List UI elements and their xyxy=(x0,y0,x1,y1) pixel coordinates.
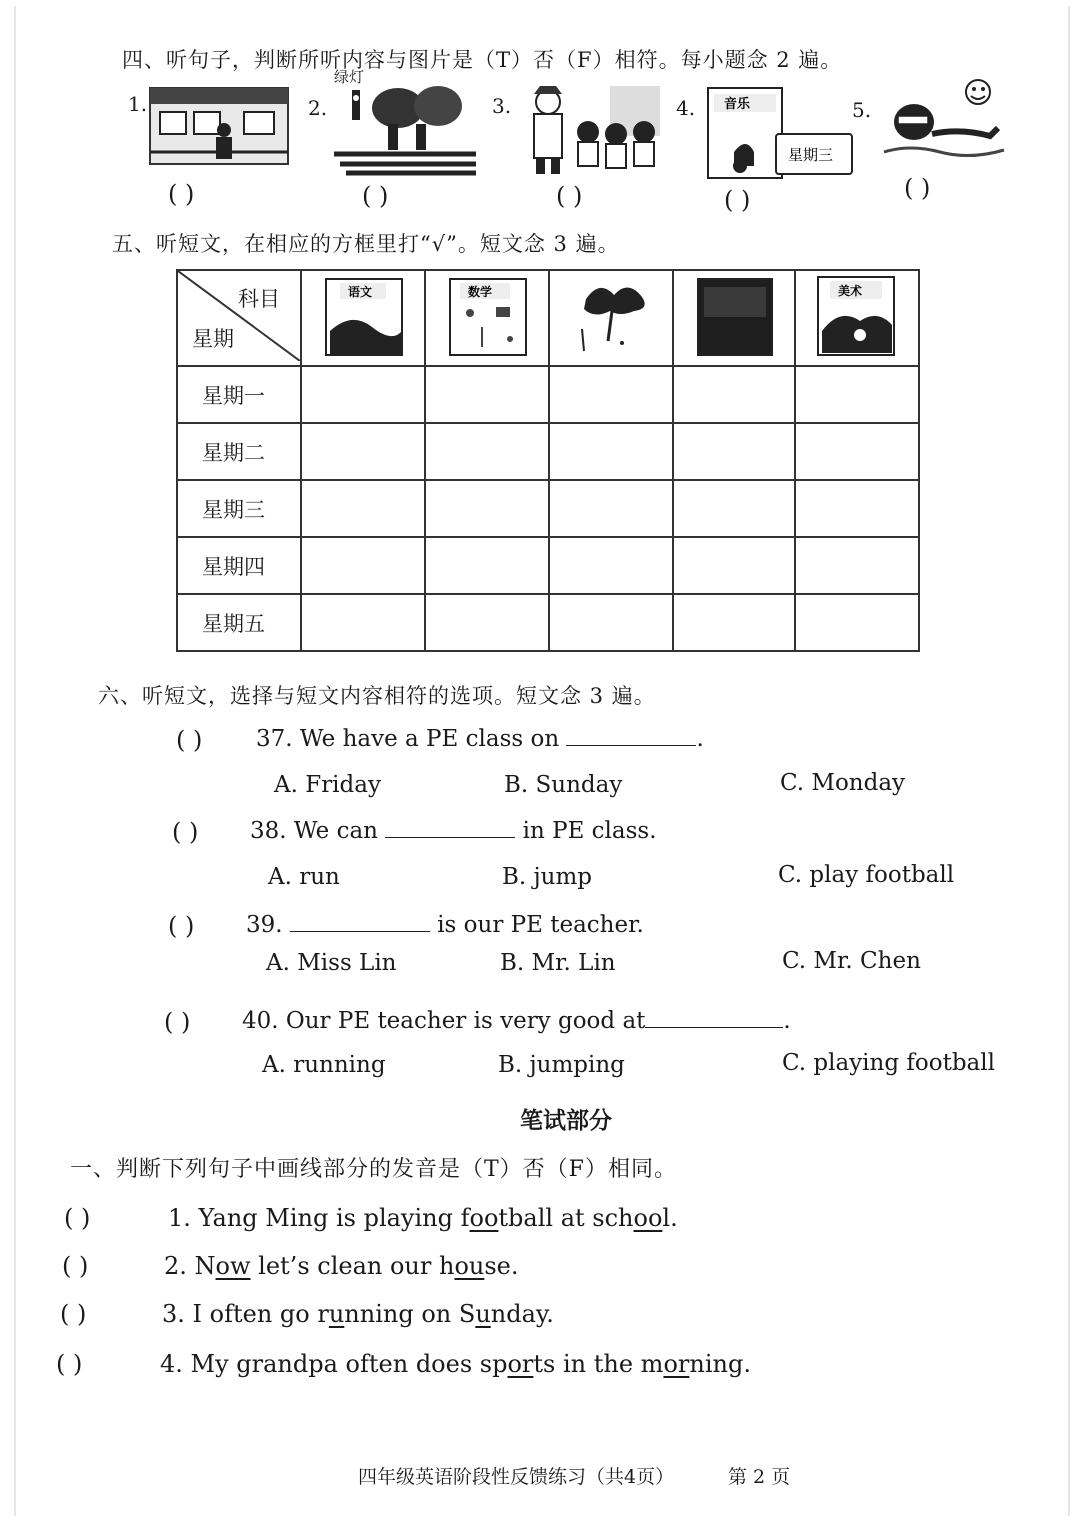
sentence-text: let’s clean our h xyxy=(250,1252,455,1280)
underlined-letters: u xyxy=(328,1300,345,1328)
sentence-text: nning on S xyxy=(344,1300,476,1328)
check-cell[interactable] xyxy=(549,366,673,423)
music-book-picture xyxy=(704,86,856,182)
table-corner-header xyxy=(177,270,301,366)
check-cell[interactable] xyxy=(301,423,425,480)
check-cell[interactable] xyxy=(549,594,673,651)
subject-column-header xyxy=(673,270,795,366)
option-b: B. jumping xyxy=(498,1052,625,1078)
sentence-3 xyxy=(162,1300,554,1328)
answer-paren[interactable]: ( ) xyxy=(904,174,931,202)
answer-blank[interactable] xyxy=(290,913,430,932)
page-number: 第 2 页 xyxy=(728,1466,791,1488)
chinese-label: 语文 xyxy=(348,285,373,299)
dark-book-picture xyxy=(674,271,794,361)
check-cell[interactable] xyxy=(301,537,425,594)
item-number: 2. xyxy=(308,96,328,120)
sentence-4 xyxy=(160,1350,751,1378)
answer-paren[interactable]: ( ) xyxy=(164,1008,191,1036)
check-cell[interactable] xyxy=(549,537,673,594)
swimmer-picture xyxy=(880,76,1010,176)
question-38 xyxy=(250,818,657,844)
sentence-text: tball at sch xyxy=(498,1204,634,1232)
option-c: C. playing football xyxy=(782,1050,995,1076)
underlined-letters: or xyxy=(663,1350,690,1378)
question-text: 38. We can xyxy=(250,818,378,844)
underlined-letters: oo xyxy=(633,1204,663,1232)
underlined-letters: ou xyxy=(454,1252,485,1280)
answer-paren[interactable]: ( ) xyxy=(362,182,389,210)
sentence-text: 4. My grandpa often does sp xyxy=(160,1350,508,1378)
sentence-text: 1. Yang Ming is playing f xyxy=(168,1204,470,1232)
question-37 xyxy=(256,726,704,752)
check-cell[interactable] xyxy=(549,480,673,537)
train-station-picture xyxy=(148,82,290,168)
sentence-text: ning. xyxy=(689,1350,751,1378)
answer-paren[interactable]: ( ) xyxy=(56,1350,83,1378)
crosswalk-picture xyxy=(326,84,482,176)
answer-paren[interactable]: ( ) xyxy=(724,186,751,214)
check-cell[interactable] xyxy=(795,537,919,594)
math-label: 数学 xyxy=(468,285,493,299)
answer-paren[interactable]: ( ) xyxy=(176,726,203,754)
answer-blank[interactable] xyxy=(645,1009,783,1028)
sentence-text: ts in the m xyxy=(533,1350,664,1378)
subject-column-header xyxy=(425,270,549,366)
answer-paren[interactable]: ( ) xyxy=(60,1300,87,1328)
check-cell[interactable] xyxy=(795,480,919,537)
option-a: A. running xyxy=(262,1052,386,1078)
section5-heading: 五、听短文，在相应的方框里打“√”。短文念 3 遍。 xyxy=(112,232,620,256)
subject-column-header xyxy=(549,270,673,366)
subject-header-label: 科目 xyxy=(238,287,280,311)
underlined-letters: ow xyxy=(215,1252,251,1280)
answer-paren[interactable]: ( ) xyxy=(556,182,583,210)
math-book-picture xyxy=(426,271,548,361)
question-40 xyxy=(242,1008,791,1034)
check-cell[interactable] xyxy=(795,366,919,423)
option-b: B. jump xyxy=(502,864,593,890)
day-header-label: 星期 xyxy=(192,327,234,351)
section4-heading: 四、听句子，判断所听内容与图片是（T）否（F）相符。每小题念 2 遍。 xyxy=(122,48,843,72)
art-book-picture xyxy=(796,271,918,361)
question-end: in PE class. xyxy=(522,818,657,844)
check-cell[interactable] xyxy=(425,366,549,423)
answer-paren[interactable]: ( ) xyxy=(172,818,199,846)
option-a: A. Friday xyxy=(274,772,381,798)
check-cell[interactable] xyxy=(795,594,919,651)
question-end: is our PE teacher. xyxy=(437,912,644,938)
check-cell[interactable] xyxy=(549,423,673,480)
question-39 xyxy=(246,912,644,938)
day-label: 星期五 xyxy=(177,594,301,651)
check-cell[interactable] xyxy=(425,594,549,651)
music-label: 音乐 xyxy=(724,97,751,112)
check-cell[interactable] xyxy=(673,537,795,594)
option-c: C. play football xyxy=(778,862,955,888)
check-cell[interactable] xyxy=(425,480,549,537)
sentence-text: nday. xyxy=(490,1300,554,1328)
answer-paren[interactable]: ( ) xyxy=(168,180,195,208)
day-label: 星期三 xyxy=(177,480,301,537)
police-children-picture xyxy=(520,82,662,176)
check-cell[interactable] xyxy=(795,423,919,480)
sentence-text: se. xyxy=(484,1252,519,1280)
underlined-letters: or xyxy=(507,1350,534,1378)
option-c: C. Monday xyxy=(780,770,906,796)
check-cell[interactable] xyxy=(673,594,795,651)
sentence-text: 2. N xyxy=(164,1252,216,1280)
tree-picture xyxy=(550,271,672,361)
subject-column-header xyxy=(301,270,425,366)
option-b: B. Sunday xyxy=(504,772,623,798)
sentence-text: l. xyxy=(662,1204,678,1232)
answer-paren[interactable]: ( ) xyxy=(62,1252,89,1280)
underlined-letters: u xyxy=(475,1300,491,1328)
underlined-letters: oo xyxy=(469,1204,499,1232)
art-label: 美术 xyxy=(838,284,863,298)
option-a: A. Miss Lin xyxy=(266,950,397,976)
answer-blank[interactable] xyxy=(385,819,515,838)
check-cell[interactable] xyxy=(673,480,795,537)
item-number: 4. xyxy=(676,96,696,120)
question-end: . xyxy=(783,1008,791,1034)
check-cell[interactable] xyxy=(673,366,795,423)
option-b: B. Mr. Lin xyxy=(500,950,616,976)
answer-blank[interactable] xyxy=(566,727,696,746)
check-cell[interactable] xyxy=(301,366,425,423)
sentence-text: 3. I often go r xyxy=(162,1300,329,1328)
option-c: C. Mr. Chen xyxy=(782,948,921,974)
check-cell[interactable] xyxy=(301,480,425,537)
sentence-1 xyxy=(168,1204,678,1232)
green-light-caption: 绿灯 xyxy=(334,68,365,86)
footer-title: 四年级英语阶段性反馈练习（共4页） xyxy=(358,1466,675,1488)
answer-paren[interactable]: ( ) xyxy=(168,912,195,940)
question-text: 37. We have a PE class on xyxy=(256,726,560,752)
check-cell[interactable] xyxy=(301,594,425,651)
wednesday-label: 星期三 xyxy=(788,146,834,164)
item-number: 1. xyxy=(128,92,148,116)
check-cell[interactable] xyxy=(673,423,795,480)
answer-paren[interactable]: ( ) xyxy=(64,1204,91,1232)
check-cell[interactable] xyxy=(425,423,549,480)
subject-column-header xyxy=(795,270,919,366)
item-number: 3. xyxy=(492,94,512,118)
day-label: 星期二 xyxy=(177,423,301,480)
question-text: 39. xyxy=(246,912,283,938)
timetable xyxy=(176,269,920,652)
day-label: 星期一 xyxy=(177,366,301,423)
day-label: 星期四 xyxy=(177,537,301,594)
question-text: 40. Our PE teacher is very good at xyxy=(242,1008,646,1034)
chinese-book-picture xyxy=(302,271,424,361)
item-number: 5. xyxy=(852,98,872,122)
check-cell[interactable] xyxy=(425,537,549,594)
sentence-2 xyxy=(164,1252,519,1280)
written-section1-heading: 一、判断下列句子中画线部分的发音是（T）否（F）相同。 xyxy=(70,1157,677,1182)
question-end: . xyxy=(696,726,704,752)
section6-heading: 六、听短文，选择与短文内容相符的选项。短文念 3 遍。 xyxy=(98,684,656,708)
option-a: A. run xyxy=(268,864,340,890)
written-part-title: 笔试部分 xyxy=(520,1108,612,1134)
